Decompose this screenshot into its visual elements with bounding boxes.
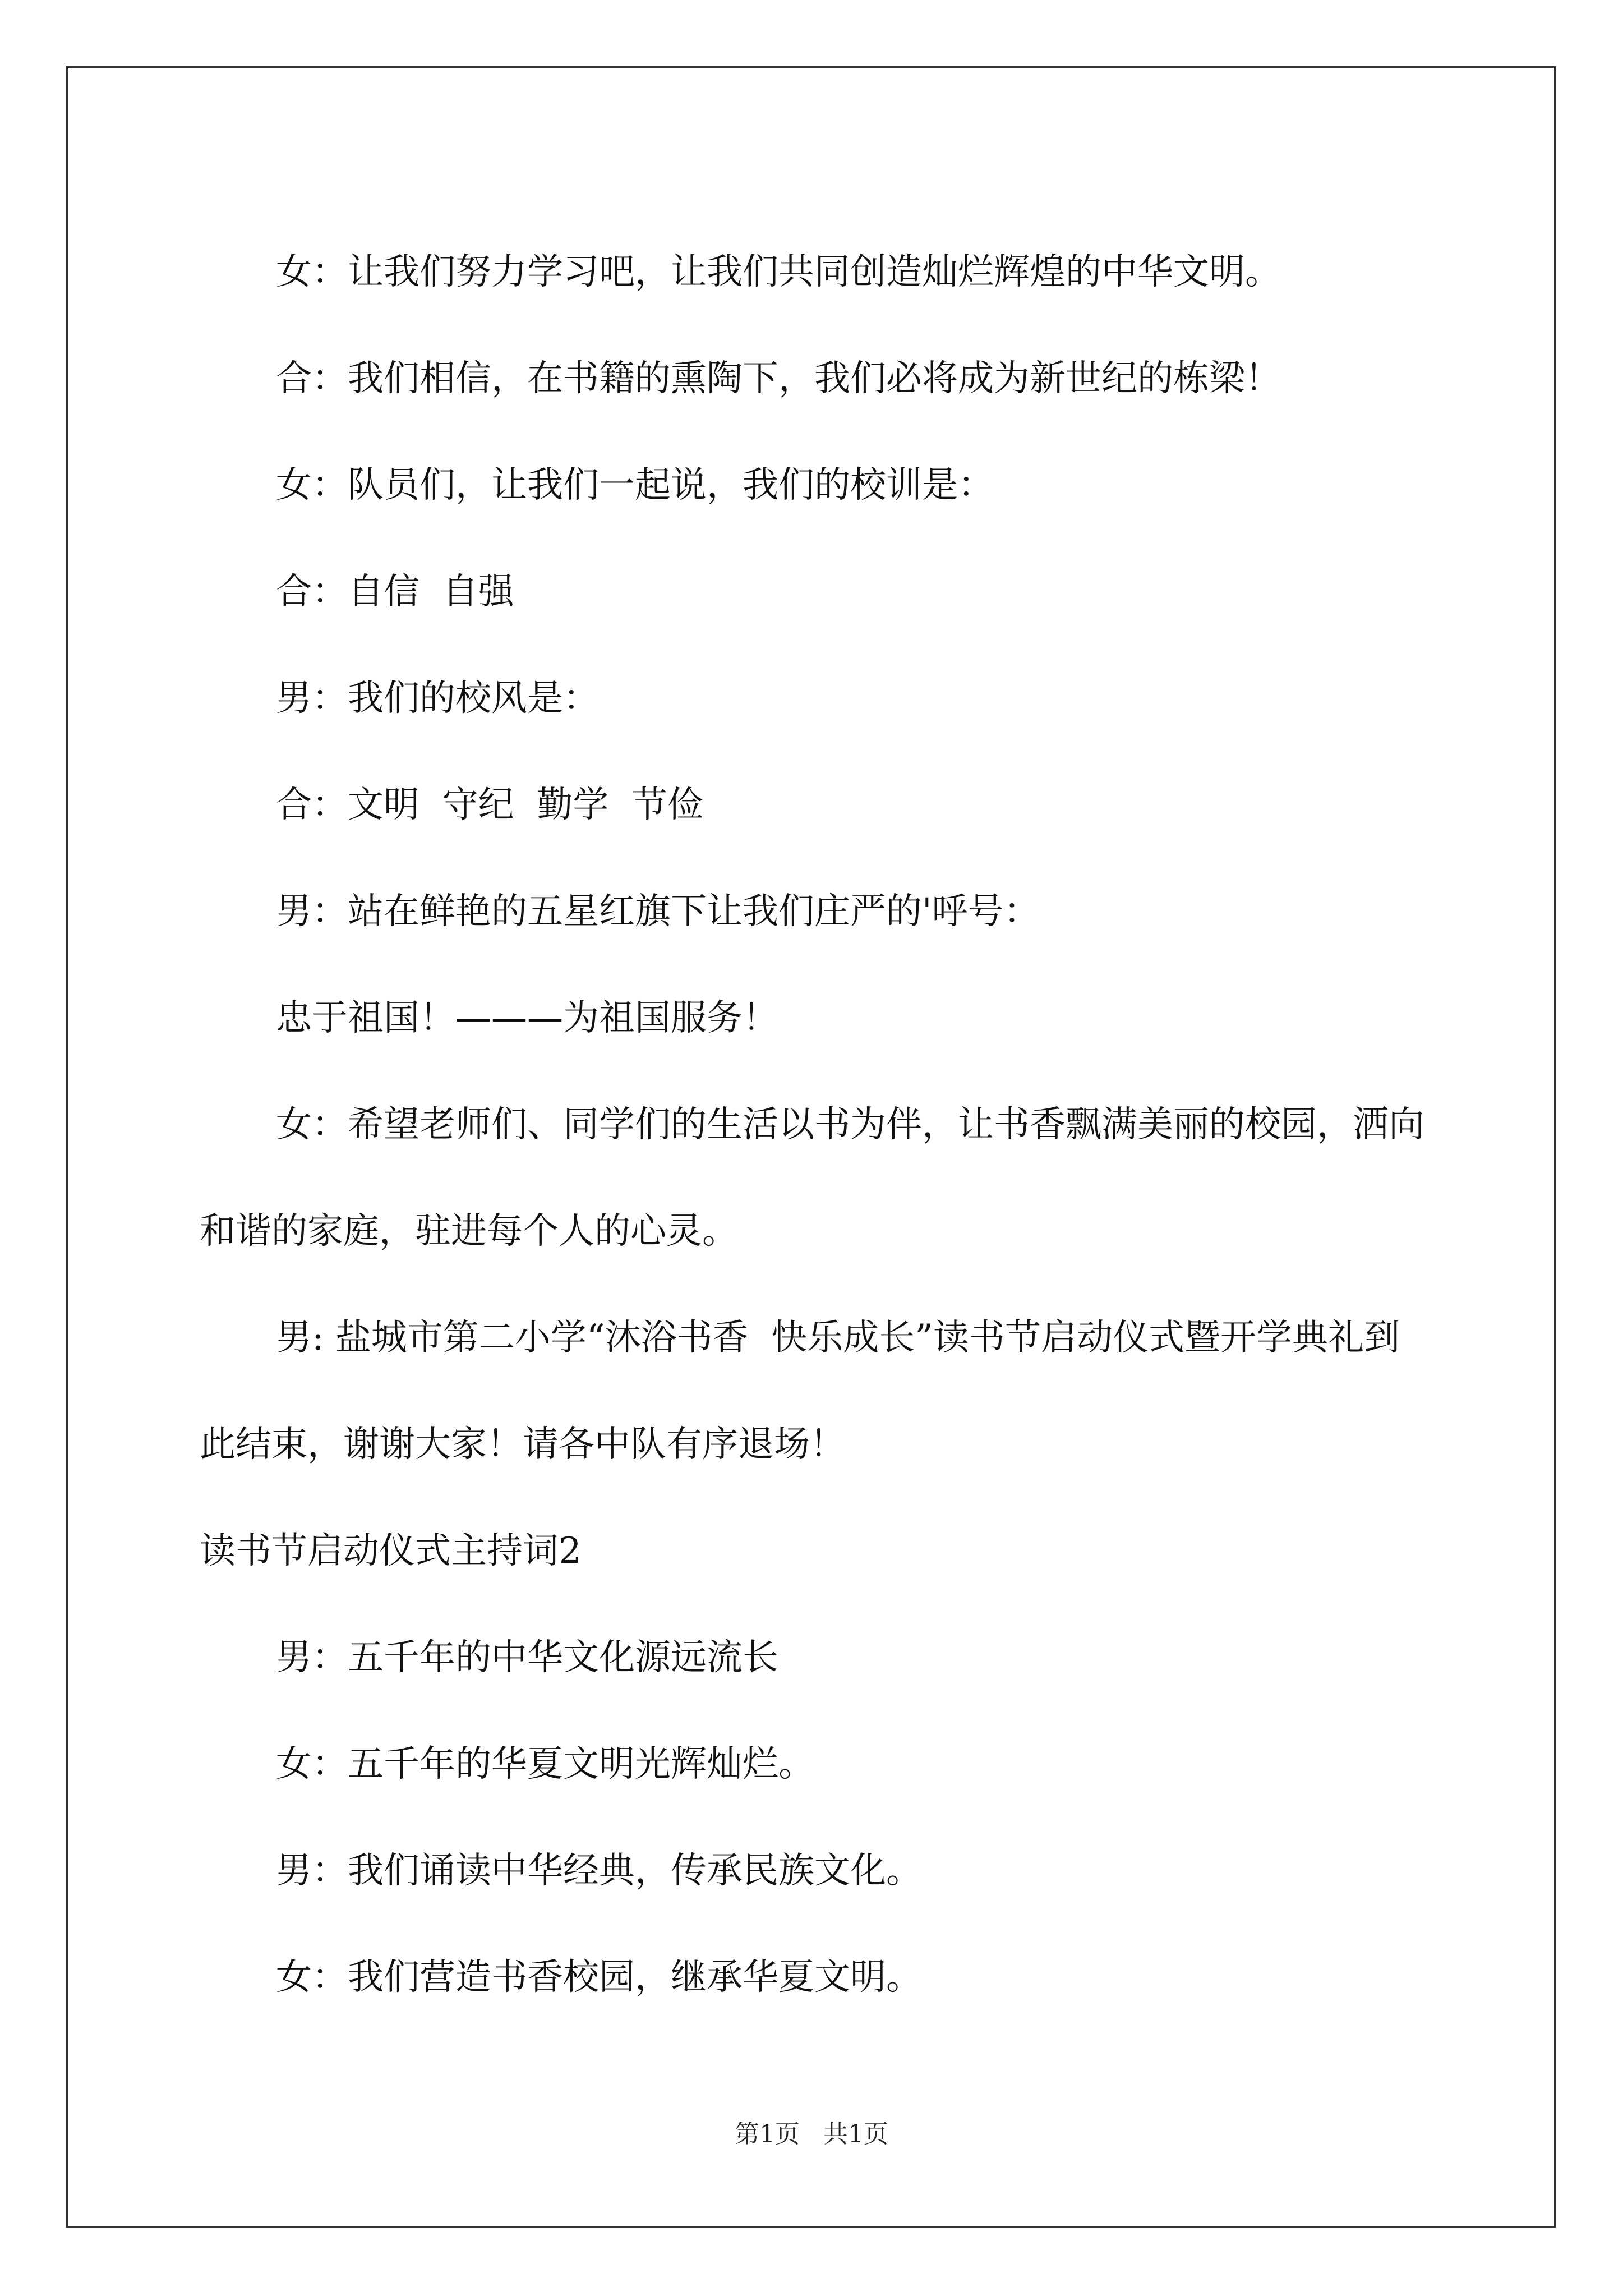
paragraph: 女：让我们努力学习吧，让我们共同创造灿烂辉煌的中华文明。	[276, 251, 1281, 293]
paragraph: 女：队员们，让我们一起说，我们的校训是：	[276, 464, 994, 506]
paragraph: 忠于祖国！———为祖国服务！	[276, 997, 778, 1039]
paragraph: 女：五千年的华夏文明光辉灿烂。	[276, 1743, 814, 1785]
page-footer: 第1页 共1页	[735, 2120, 888, 2148]
paragraph: 合：文明 守纪 勤学 节俭	[276, 784, 704, 826]
paragraph: 男：站在鲜艳的五星红旗下让我们庄严的'呼号：	[276, 891, 1040, 932]
paragraph: 男：五千年的中华文化源远流长	[276, 1637, 778, 1678]
paragraph: 男：我们诵读中华经典，传承民族文化。	[276, 1850, 922, 1892]
paragraph: 合：我们相信，在书籍的熏陶下，我们必将成为新世纪的栋梁！	[276, 358, 1281, 399]
section-heading: 读书节启动仪式主持词2	[200, 1530, 582, 1572]
paragraph: 男：我们的校风是：	[276, 678, 599, 719]
document-body	[200, 219, 1433, 2031]
paragraph: 男: 盐城市第二小学“沐浴书香 快乐成长”读书节启动仪式暨开学典礼到此结束，谢谢大家！请各中队有序退场！	[200, 1317, 1400, 1465]
paragraph: 女：希望老师们、同学们的生活以书为伴，让书香飘满美丽的校园，洒向和谐的家庭，驻进每个人的心灵。	[200, 1104, 1424, 1252]
paragraph: 女：我们营造书香校园，继承华夏文明。	[276, 1957, 922, 1998]
paragraph: 合：自信 自强	[276, 571, 514, 613]
